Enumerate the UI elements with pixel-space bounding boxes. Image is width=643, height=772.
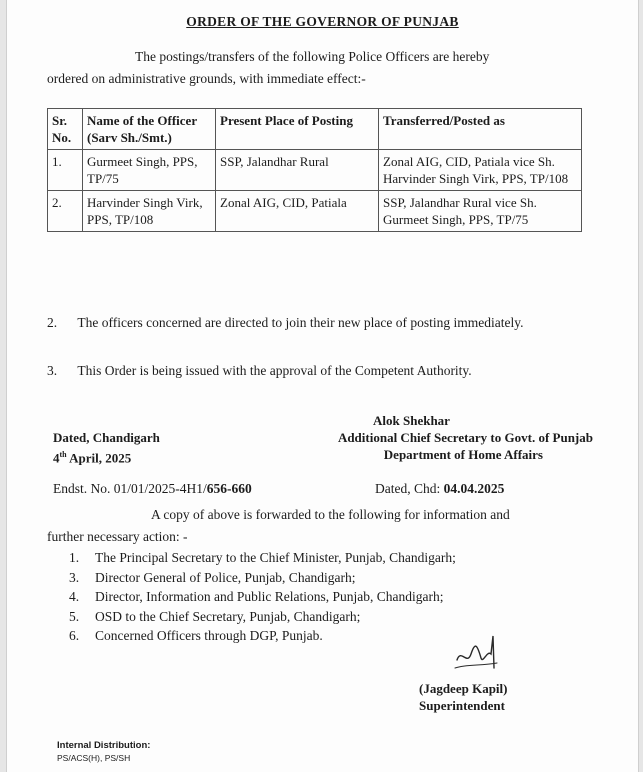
row-sr: 1. [48,150,83,191]
signatory-name: Alok Shekhar [373,413,450,428]
endorsement-number [53,478,252,500]
list-item-text: OSD to the Chief Secretary, Punjab, Chandigarh; [95,608,361,624]
row-officer-name: Harvinder Singh Virk, PPS, TP/108 [83,191,216,232]
table-row [48,150,582,191]
internal-distribution-label: Internal Distribution: [57,740,151,751]
list-item-number: 1. [69,550,80,565]
signatory-department: Department of Home Affairs [383,447,543,462]
copy-paragraph [47,504,603,548]
list-item [69,607,456,627]
date-rest: April, 2025 [66,450,132,466]
header-present-posting: Present Place of Posting [216,109,379,150]
row-present-posting: Zonal AIG, CID, Patiala [216,191,379,232]
list-item-number: 3. [69,569,80,585]
header-transferred-as: Transferred/Posted as [379,109,582,150]
point-3-paragraph [47,360,603,382]
endorsement-date-value: 04.04.2025 [443,481,505,496]
list-item [69,626,456,646]
list-item-text: The Principal Secretary to the Chief Minister, Punjab, Chandigarh; [95,550,456,565]
copy-line-2: further necessary action: - [47,529,188,544]
header-officer-name [83,109,216,150]
point-3-number: 3. [47,363,58,378]
signatory-designation: Additional Chief Secretary to Govt. of Punjab [337,430,593,445]
list-item [69,587,456,607]
header-sr-no: Sr. No. [48,109,83,150]
list-item [69,548,456,568]
point-2-paragraph [47,312,603,334]
intro-line-1: The postings/transfers of the following Police Officers are hereby [135,49,490,64]
list-item [69,568,456,588]
list-item-number: 5. [69,608,80,624]
date-suffix: th [59,450,67,459]
handwritten-signature [447,630,507,674]
endorsement-date [375,478,504,500]
row-sr: 2. [48,191,83,232]
order-date [53,446,131,466]
row-present-posting: SSP, Jalandhar Rural [216,150,379,191]
header-name-sub: (Sarv Sh./Smt.) [87,130,172,145]
point-2-text: The officers concerned are directed to join their new place of posting immediately. [77,315,524,330]
superintendent-designation: Superintendent [419,698,505,713]
endorsement-prefix: Endst. No. 01/01/2025-4H1/ [53,481,207,496]
date-day: 4 [53,450,60,466]
point-3-text: This Order is being issued with the approval of the Competent Authority. [77,363,472,378]
list-item-number: 4. [69,589,80,605]
table-header-row [48,109,582,150]
list-item-text: Director General of Police, Punjab, Chandigarh; [95,569,356,585]
row-transferred-as: SSP, Jalandhar Rural vice Sh. Gurmeet Singh, PPS, TP/75 [379,191,582,232]
superintendent-name: (Jagdeep Kapil) [419,681,508,696]
point-2-number: 2. [47,315,58,330]
internal-distribution-value: PS/ACS(H), PS/SH [57,753,131,763]
table-row [48,191,582,232]
officers-table [47,108,582,232]
dated-place: Dated, Chandigarh [53,430,160,445]
copy-line-1: A copy of above is forwarded to the following for information and [151,507,510,522]
list-item-text: Concerned Officers through DGP, Punjab. [95,628,323,644]
header-name-label: Name of the Officer [87,113,198,128]
intro-paragraph [47,46,603,90]
row-officer-name: Gurmeet Singh, PPS, TP/75 [83,150,216,191]
endorsement-date-label: Dated, Chd: [375,481,444,496]
endorsement-range: 656-660 [206,481,252,496]
list-item-number: 6. [69,628,80,644]
order-title: ORDER OF THE GOVERNOR OF PUNJAB [186,14,459,29]
row-transferred-as: Zonal AIG, CID, Patiala vice Sh. Harvinder Singh Virk, PPS, TP/108 [379,150,582,191]
distribution-list [69,548,456,646]
intro-line-2: ordered on administrative grounds, with immediate effect:- [47,71,366,86]
list-item-text: Director, Information and Public Relations, Punjab, Chandigarh; [95,589,444,605]
document-page [6,0,639,772]
